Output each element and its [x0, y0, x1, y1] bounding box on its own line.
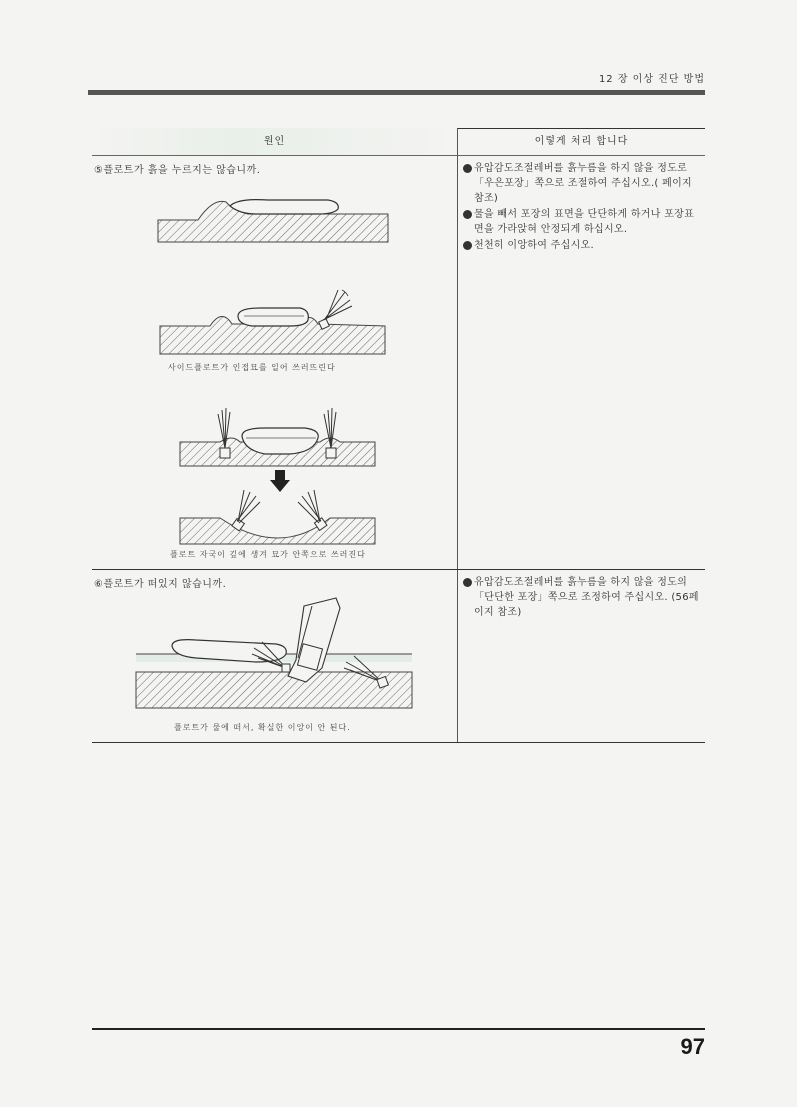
footer-rule	[92, 1028, 705, 1030]
remedy-5-2: 물을 빼서 포장의 표면을 단단하게 하거나 포장표면을 가라앉혀 안정되게 하십시오.	[462, 207, 702, 237]
remedy-5-1: 유압감도조절레버를 흙누름을 하지 않을 정도로「우은포장」쪽으로 조절하여 주십시오.( 페이지 참조)	[462, 161, 702, 206]
cause-column-header: 원인	[92, 128, 457, 155]
side-float-figure	[160, 286, 390, 356]
caption-side-float: 사이드플로트가 인접묘를 일어 쓰러뜨린다	[168, 363, 336, 372]
remedy-list-5	[462, 161, 702, 254]
remedy-5-3: 천천히 이앙하여 주십시오.	[462, 238, 702, 253]
cause-6-title: ⑥플로트가 떠있지 않습니까.	[94, 579, 227, 590]
bullet-icon	[463, 210, 472, 219]
troubleshooting-table	[92, 128, 705, 743]
row-separator	[92, 569, 705, 570]
bullet-icon	[463, 241, 472, 250]
column-divider	[457, 128, 458, 743]
caption-floating-float: 플로트가 물에 떠서, 확실한 이앙이 안 된다.	[174, 723, 351, 732]
float-pressing-soil-figure	[158, 190, 388, 245]
bullet-icon	[463, 164, 472, 173]
caption-float-track: 플로트 자국이 깊에 생겨 묘가 안쪽으로 쓰러진다	[170, 550, 366, 559]
remedy-6-1: 유압감도조절레버를 흙누름을 하지 않을 정도의「단단한 포장」쪽으로 조정하여 주십시오. (56페이지 참조)	[462, 575, 702, 620]
remedy-list-6	[462, 575, 702, 621]
cause-5-title: ⑤플로트가 흙을 누르지는 않습니까.	[94, 165, 261, 176]
header-bottom-rule	[92, 155, 705, 156]
table-bottom-rule	[92, 742, 705, 743]
chapter-header: 12 장 이상 진단 방법	[598, 74, 705, 85]
bullet-icon	[463, 578, 472, 587]
remedy-column-header: 이렇게 처리 합니다	[534, 136, 629, 147]
floating-float-figure	[136, 596, 416, 716]
page-number: 97	[680, 1034, 705, 1059]
float-track-after-figure	[180, 490, 380, 550]
header-rule	[88, 90, 705, 95]
